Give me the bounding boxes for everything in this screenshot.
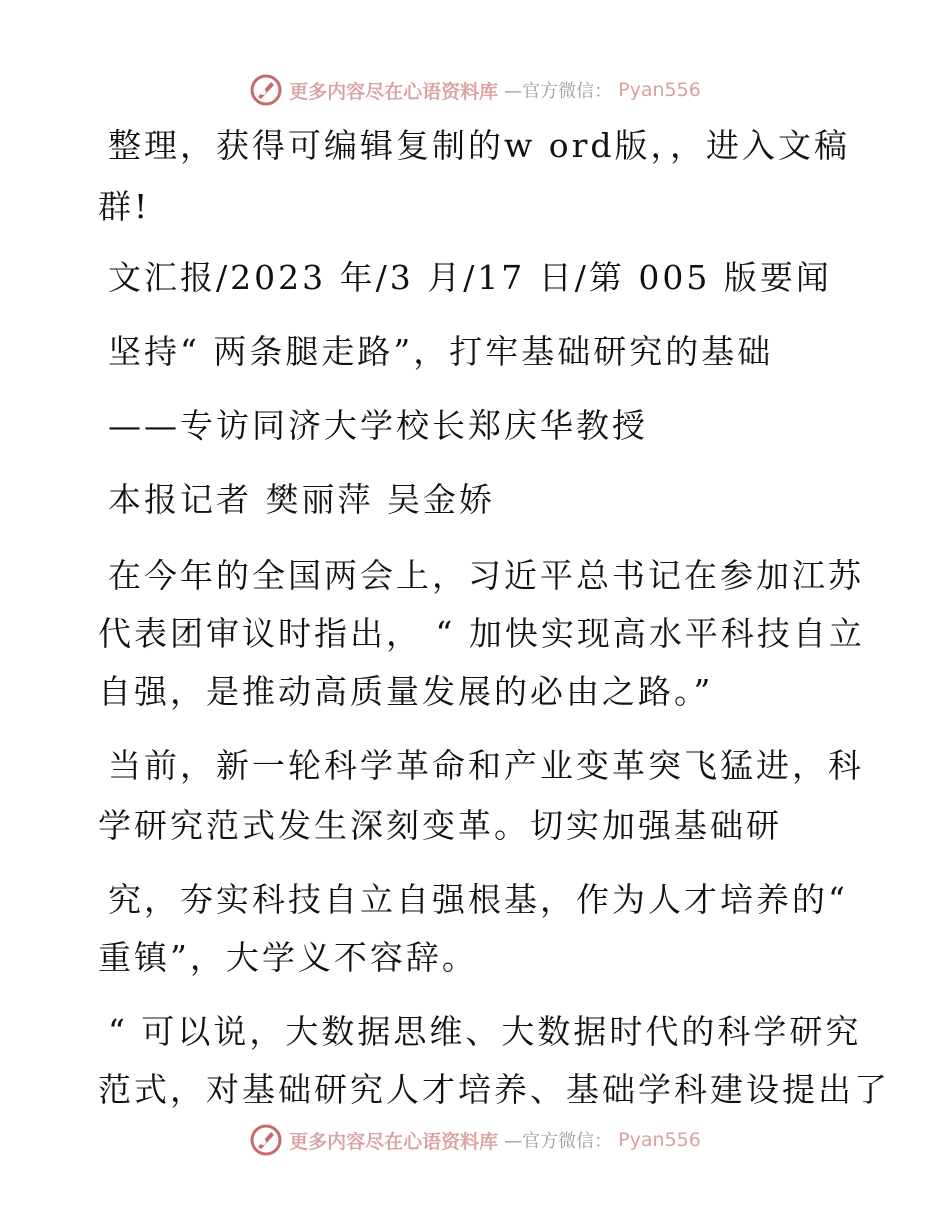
text-line: 范式，对基础研究人才培养、基础学科建设提出了 [98, 1070, 890, 1109]
text-line: 整理，获得可编辑复制的w ord版，，进入文稿 [108, 126, 851, 165]
watermark-separator: —官方微信： [504, 1131, 613, 1152]
text-line: 文汇报/2023 年/3 月/17 日/第 005 版要闻 [108, 258, 832, 297]
text-line: 代表团审议时指出， “ 加快实现高水平科技自立 [98, 614, 865, 653]
watermark-separator: —官方微信： [504, 81, 613, 102]
quill-logo-icon [249, 73, 283, 107]
text-line: 在今年的全国两会上，习近平总书记在参加江苏 [108, 556, 864, 595]
watermark-account: Pyan556 [618, 79, 701, 101]
text-line: 重镇”，大学义不容辞。 [98, 938, 478, 977]
watermark-text: 更多内容尽在心语资料库 [289, 1130, 499, 1153]
watermark-account: Pyan556 [618, 1129, 701, 1151]
text-line: “ 可以说，大数据思维、大数据时代的科学研究 [108, 1012, 862, 1051]
watermark-text: 更多内容尽在心语资料库 [289, 80, 499, 103]
text-line: 学研究范式发生深刻变革。切实加强基础研 [98, 806, 782, 845]
text-line: 究，夯实科技自立自强根基，作为人才培养的“ [108, 880, 848, 919]
watermark-header [0, 70, 950, 110]
watermark-footer [0, 1120, 950, 1160]
text-line: 群! [98, 187, 151, 226]
quill-logo-icon [249, 1123, 283, 1157]
article-subtitle: ——专访同济大学校长郑庆华教授 [108, 406, 648, 445]
text-line: 当前，新一轮科学革命和产业变革突飞猛进，科 [108, 746, 864, 785]
byline: 本报记者 樊丽萍 吴金娇 [108, 480, 495, 519]
article-title: 坚持“ 两条腿走路”，打牢基础研究的基础 [108, 332, 774, 371]
text-line: 自强，是推动高质量发展的必由之路。” [98, 672, 714, 711]
